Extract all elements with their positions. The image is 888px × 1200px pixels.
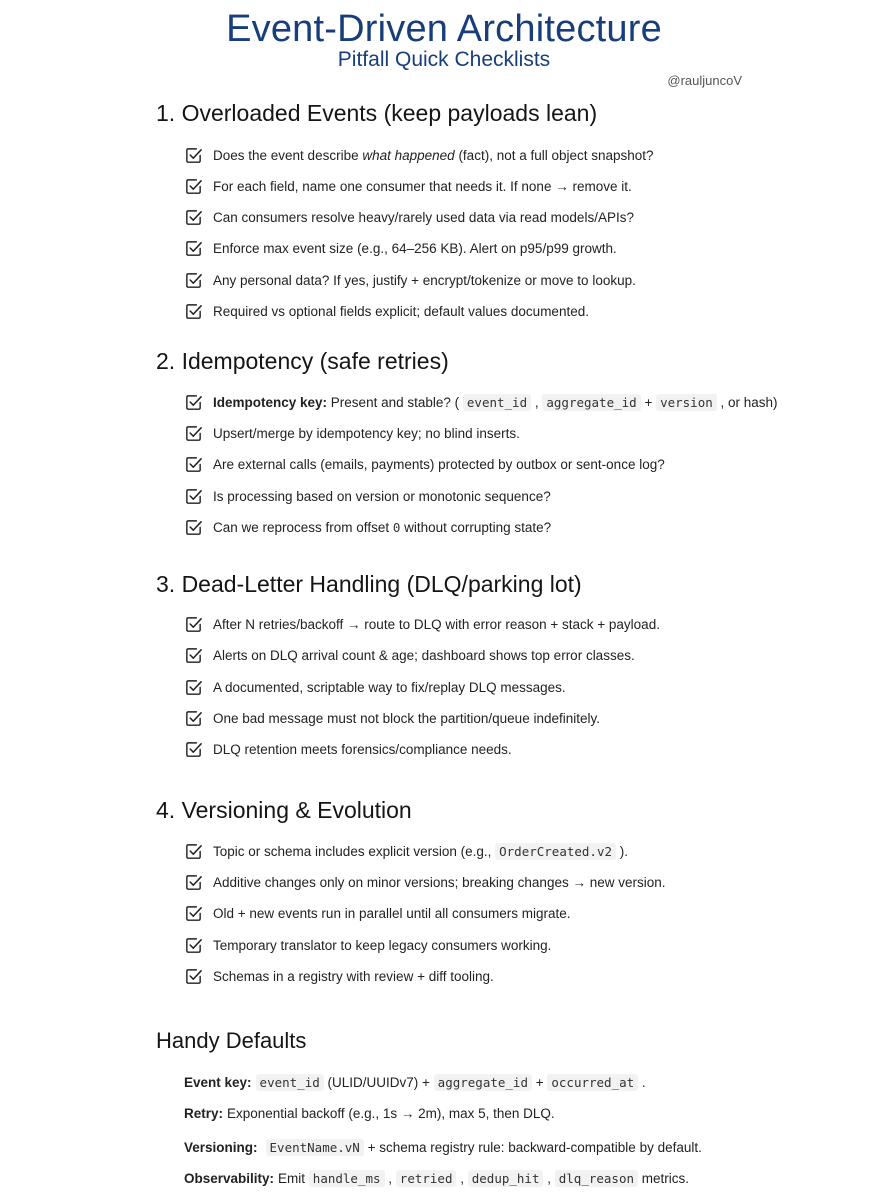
checkbox-checked-icon [184,146,203,165]
checkbox-checked-icon [184,302,203,321]
checkbox-checked-icon [184,177,203,196]
checklist-item [184,738,512,760]
checkbox-checked-icon [184,873,203,892]
code-snippet: event_id [256,1074,324,1091]
checklist-item [184,269,636,291]
item-text: For each field, name one consumer that needs it. If none → remove it. [213,178,632,194]
default-event-key [184,1071,646,1093]
default-text: , [384,1170,396,1186]
item-text: Is processing based on version or monotonic sequence? [213,488,551,504]
checkbox-checked-icon [184,424,203,443]
checkbox-checked-icon [184,271,203,290]
checklist-item [184,613,660,635]
item-text: Enforce max event size (e.g., 64–256 KB). Alert on p95/p99 growth. [213,240,617,256]
section-heading: 4. Versioning & Evolution [156,797,412,823]
item-text: One bad message must not block the partition/queue indefinitely. [213,710,600,726]
code-snippet: dedup_hit [468,1170,544,1187]
default-text: (ULID/UUIDv7) + [323,1074,434,1090]
checklist-item [184,965,494,987]
code-snippet: retried [396,1170,457,1187]
checkbox-checked-icon [184,518,203,537]
code-snippet: EventName.vN [266,1139,364,1156]
checkbox-checked-icon [184,487,203,506]
default-versioning [184,1136,702,1158]
checkbox-checked-icon [184,936,203,955]
section-heading: 3. Dead-Letter Handling (DLQ/parking lot) [156,571,582,597]
checkbox-checked-icon [184,740,203,759]
section-heading: Handy Defaults [156,1028,307,1053]
item-text: Additive changes only on minor versions; breaking changes → new version. [213,874,666,890]
default-text: + [531,1074,548,1090]
item-text: Old + new events run in parallel until all consumers migrate. [213,905,571,921]
section-heading: 1. Overloaded Events (keep payloads lean) [156,100,598,126]
code-snippet: occurred_at [547,1074,638,1091]
checkbox-checked-icon [184,967,203,986]
checklist-item [184,237,617,259]
item-text: Upsert/merge by idempotency key; no blind inserts. [213,425,520,441]
item-text: Are external calls (emails, payments) protected by outbox or sent-once log? [213,456,665,472]
default-text: Emit [278,1170,309,1186]
checklist-item [184,644,635,666]
default-text: , [543,1170,555,1186]
item-text: Schemas in a registry with review + diff tooling. [213,968,494,984]
default-label: Event key: [184,1074,252,1090]
item-text: Idempotency key: Present and stable? ( event_id , aggregate_id + version , or hash) [213,394,778,410]
checkbox-checked-icon [184,646,203,665]
checklist-item [184,144,654,166]
item-text: Any personal data? If yes, justify + encrypt/tokenize or move to lookup. [213,272,636,288]
checklist-item [184,840,628,862]
default-retry [184,1102,555,1124]
item-text: Can we reprocess from offset 0 without corrupting state? [213,519,552,535]
code-snippet: dlq_reason [555,1170,638,1187]
default-label: Versioning: [184,1139,258,1155]
checkbox-checked-icon [184,393,203,412]
checkbox-checked-icon [184,709,203,728]
checklist-item [184,485,551,507]
checkbox-checked-icon [184,455,203,474]
page-subtitle: Pitfall Quick Checklists [337,48,551,71]
checklist-item [184,707,600,729]
checkbox-checked-icon [184,842,203,861]
item-text: Required vs optional fields explicit; default values documented. [213,303,589,319]
section-heading: 2. Idempotency (safe retries) [156,348,449,374]
item-text: Topic or schema includes explicit version (e.g., OrderCreated.v2 ). [213,843,629,859]
default-text: . [638,1074,646,1090]
item-text: DLQ retention meets forensics/compliance needs. [213,741,512,757]
checklist-item [184,175,632,197]
checklist-item [184,902,571,924]
checklist-item [184,676,566,698]
checkbox-checked-icon [184,239,203,258]
checklist-item [184,871,666,893]
checkbox-checked-icon [184,208,203,227]
checklist-item [184,391,778,413]
default-label: Retry: [184,1105,224,1121]
code-snippet: aggregate_id [434,1074,532,1091]
checklist-item [184,934,551,956]
default-label: Observability: [184,1170,275,1186]
checklist-item [184,516,551,538]
code-snippet: handle_ms [309,1170,385,1187]
checklist-item [184,453,665,475]
author-handle: @rauljuncoV [667,73,742,88]
item-text: Alerts on DLQ arrival count & age; dashboard shows top error classes. [213,647,635,663]
default-text: + schema registry rule: backward-compatible by default. [363,1139,702,1155]
checklist-item [184,206,634,228]
default-observability [184,1167,689,1189]
default-text: , [456,1170,468,1186]
checklist-item [184,422,520,444]
page-title: Event-Driven Architecture [226,8,662,50]
checklist-item [184,300,589,322]
item-text: Temporary translator to keep legacy consumers working. [213,937,552,953]
checkbox-checked-icon [184,678,203,697]
item-text: Can consumers resolve heavy/rarely used data via read models/APIs? [213,209,634,225]
checkbox-checked-icon [184,904,203,923]
default-text: Exponential backoff (e.g., 1s → 2m), max 5, then DLQ. [227,1105,555,1121]
item-text: After N retries/backoff → route to DLQ with error reason + stack + payload. [213,616,660,632]
item-text: A documented, scriptable way to fix/replay DLQ messages. [213,679,566,695]
default-text: metrics. [638,1170,690,1186]
checkbox-checked-icon [184,615,203,634]
item-text: Does the event describe what happened (fact), not a full object snapshot? [213,147,654,163]
